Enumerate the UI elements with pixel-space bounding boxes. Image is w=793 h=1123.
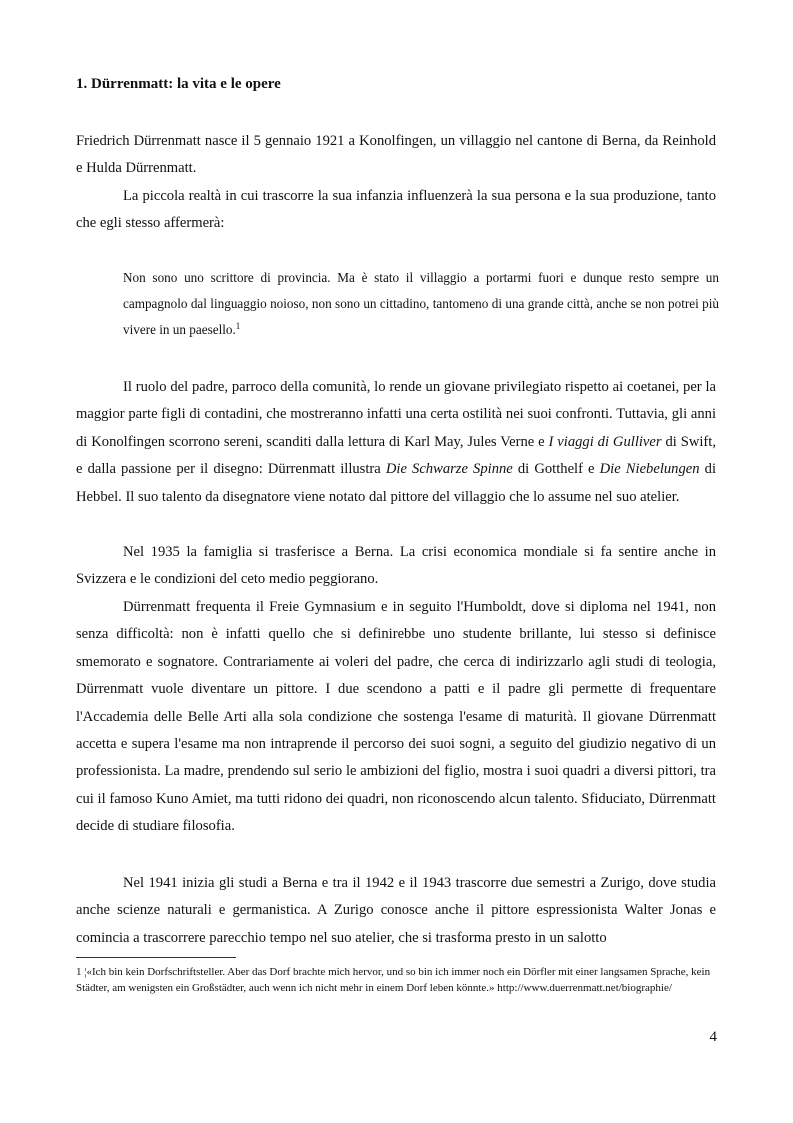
title-niebelungen: Die Niebelungen [599,461,700,478]
paragraph-studies: Nel 1941 inizia gli studi a Berna e tra il 1942 e il 1943 trascorre due semestri a Zurigo, dove studia anche scienze naturali e germanistica. A Zurigo conosce anche il pittore espressionista Walter Jonas e comincia a trascorrere parecchio tempo nel suo atelier, che si trasforma presto in un salotto [76,875,716,946]
title-gulliver: I viaggi di Gulliver [548,433,662,450]
p3-part3: di Gotthelf e [512,461,600,478]
paragraph-childhood: La piccola realtà in cui trascorre la sua infanzia influenzerà la sua persona e la sua produzione, tanto che egli stesso affermerà: [76,188,716,232]
p3-part2: di Swift, e dalla passione per il disegno: Dürrenmatt illustra [76,433,716,478]
page-number: 4 [709,1029,717,1045]
paragraph-gymnasium: Dürrenmatt frequenta il Freie Gymnasium e in seguito l'Humboldt, dove si diploma nel 1941, non senza difficoltà: non è infatti quello che si definirebbe uno studente brillante, lui stesso si definisce smemorato e sognatore. Contrariamente ai voleri del padre, che cerca di indirizzarlo agli studi di teologia, Dürrenmatt vuole diventare un pittore. I due scendono a patti e il padre gli permette di frequentare l'Accademia delle Belle Arti alla sola condizione che sostenga l'esame di maturità. Il giovane Dürrenmatt accetta e supera l'esame ma non intraprende il percorso dei suoi sogni, a seguito del giudizio negativo di un professionista. La madre, prendendo sul serio le ambizioni del figlio, mostra i suoi quadri a diversi pittori, tra cui il famoso Kuno Amiet, ma tutti ridono dei quadri, non riconoscendo alcun talento. Sfiduciato, Dürrenmatt decide di studiare filosofia. [76,599,716,835]
block-quote [123,265,719,343]
footnote-separator [76,957,236,958]
footnote: 1 ¦«Ich bin kein Dorfschriftsteller. Aber das Dorf brachte mich hervor, und so bin ich immer noch ein Dörfler mit einer langsamen Sprache, kein Städter, am wenigsten ein Großstädter, auch wenn ich nicht mehr in einem Dorf leben könnte.» http://www.duerrenmatt.net/biographie/ [76,966,711,994]
paragraph-berna: Nel 1935 la famiglia si trasferisce a Berna. La crisi economica mondiale si fa sentire anche in Svizzera e le condizioni del ceto medio peggiorano. [76,544,716,588]
section-heading: 1. Dürrenmatt: la vita e le opere [76,76,281,92]
paragraph-birth: Friedrich Dürrenmatt nasce il 5 gennaio 1921 a Konolfingen, un villaggio nel cantone di Berna, da Reinhold e Hulda Dürrenmatt. [76,133,716,177]
title-schwarze-spinne: Die Schwarze Spinne [385,461,513,478]
footnote-ref[interactable]: 1 [235,321,241,331]
p3-part4: di Hebbel. Il suo talento da disegnatore viene notato dal pittore del villaggio che lo assume nel suo atelier. [76,461,717,505]
paragraph-father [76,374,716,511]
p3-part1: Il ruolo del padre, parroco della comunità, lo rende un giovane privilegiato rispetto ai coetanei, per la maggior parte figli di contadini, che mostreranno infatti una certa ostilità nei suoi confronti. Tuttavia, gli anni di Konolfingen scorrono sereni, scanditi dalla lettura di Karl May, Jules Verne e [76,379,716,450]
quote-text: Non sono uno scrittore di provincia. Ma è stato il villaggio a portarmi fuori e dunque resto sempre un campagnolo dal linguaggio noioso, non sono un cittadino, tantomeno di una grande città, anche se non potrei più vivere in un paesello. [123,270,719,337]
